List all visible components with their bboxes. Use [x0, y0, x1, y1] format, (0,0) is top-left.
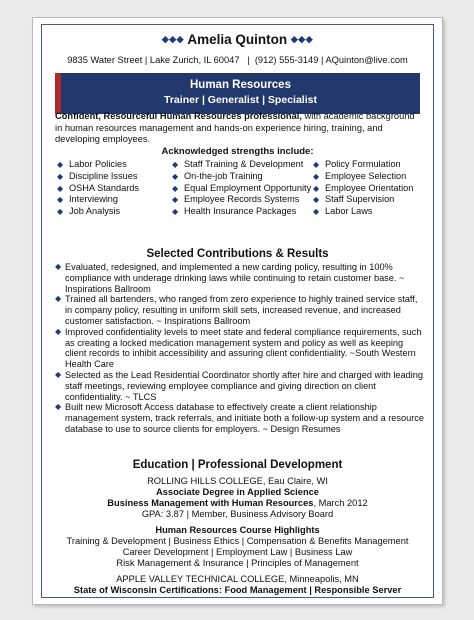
diamond-bullet-icon: ◆ — [55, 326, 62, 336]
major: Business Management with Human Resources — [107, 498, 314, 508]
strengths-column-3 — [313, 159, 413, 218]
list-item: ◆ Staff Training & Development — [172, 159, 304, 169]
contact-line: 9835 Water Street | Lake Zurich, IL 60047 | (912) 555-3149 | AQuinton@live.com — [67, 55, 408, 65]
diamond-bullet-icon: ◆ — [313, 207, 320, 217]
education-heading: Education | Professional Development — [132, 459, 343, 471]
banner-subtitle: Trainer | Generalist | Specialist — [164, 94, 317, 106]
diamond-bullet-icon: ◆ — [172, 171, 179, 181]
resume-page — [32, 17, 443, 605]
diamond-bullet-icon: ◆ — [55, 294, 62, 304]
contributions-heading: Selected Contributions & Results — [146, 248, 329, 260]
diamond-bullet-icon: ◆ — [172, 195, 179, 205]
diamond-bullet-icon: ◆ — [313, 171, 320, 181]
list-item: ◆ Policy Formulation — [313, 159, 401, 169]
title-banner — [55, 73, 420, 114]
diamond-bullet-icon: ◆ — [57, 207, 64, 217]
diamond-bullet-icon: ◆ — [313, 195, 320, 205]
diamond-bullet-icon: ◆ — [172, 183, 179, 193]
list-item: ◆ Discipline Issues — [57, 170, 138, 181]
list-item: ◆ On-the-job Training — [172, 170, 263, 181]
name-header — [33, 31, 442, 48]
diamond-bullet-icon: ◆ — [172, 160, 179, 169]
diamond-bullet-icon: ◆ — [57, 195, 64, 205]
list-item: ◆ OSHA Standards — [57, 182, 139, 193]
course-line: Career Development | Employment Law | Business Law — [122, 547, 353, 557]
summary-text: with academic background in human resources management and hands-on experience hiring, training, and developing employees. — [55, 111, 415, 144]
list-item: ◆ Interviewing — [57, 194, 119, 205]
diamond-left-icon: ◆◆◆ — [161, 34, 185, 44]
candidate-name: Amelia Quinton — [187, 32, 288, 47]
list-item: ◆ Employee Selection — [313, 170, 407, 181]
strengths-column-2 — [172, 159, 311, 218]
diamond-bullet-icon: ◆ — [313, 160, 320, 169]
diamond-bullet-icon: ◆ — [172, 207, 179, 217]
strengths-heading: Acknowledged strengths include: — [161, 146, 314, 157]
list-item: ◆ Job Analysis — [57, 206, 121, 217]
diamond-right-icon: ◆◆◆ — [290, 34, 314, 44]
contributions-list — [55, 262, 424, 435]
gpa-line: GPA: 3.87 | Member, Business Advisory Board — [141, 509, 334, 519]
degree: Associate Degree in Applied Science — [156, 487, 319, 497]
diamond-bullet-icon: ◆ — [57, 171, 64, 181]
certifications: State of Wisconsin Certifications: Food Management | Responsible Server — [73, 585, 402, 595]
list-item: ◆ Trained all bartenders, who ranged from zero experience to highly trained service staff, in company policy, resulting in uniform skill sets, increased revenue, and increased customer satisfaction. ~ Inspirations Ballroom — [55, 294, 418, 326]
summary-lead: Confident, Resourceful Human Resources professional, — [55, 111, 302, 121]
list-item: ◆ Labor Laws — [313, 206, 373, 217]
course-line: Training & Development | Business Ethics | Compensation & Benefits Management — [66, 536, 409, 546]
diamond-bullet-icon: ◆ — [55, 402, 62, 412]
strengths-column-1 — [57, 159, 139, 218]
diamond-bullet-icon: ◆ — [55, 369, 62, 379]
diamond-bullet-icon: ◆ — [57, 183, 64, 193]
diamond-bullet-icon: ◆ — [55, 262, 62, 271]
list-item: ◆ Evaluated, redesigned, and implemented a new carding policy, resulting in 100% compliance with underage drinking laws while continuing to retain customer base. ~ Inspirations Ballroom — [55, 262, 405, 294]
list-item: ◆ Improved confidentiality levels to meet state and federal compliance requirements, such as creating a locked medication management system and policy as well as keeping client records to inhibit accessibility and assuring client confidentiality. ~South Western Health Care — [55, 326, 422, 370]
diamond-bullet-icon: ◆ — [57, 160, 64, 169]
major-date: , March 2012 — [313, 498, 368, 508]
list-item: ◆ Labor Policies — [57, 159, 127, 169]
major-line — [33, 498, 442, 509]
list-item: ◆ Staff Supervision — [313, 194, 395, 205]
list-item: ◆ Health Insurance Packages — [172, 206, 297, 217]
banner-title: Human Resources — [190, 79, 291, 91]
course-line: Risk Management & Insurance | Principles of Management — [116, 558, 359, 568]
college-1: ROLLING HILLS COLLEGE, Eau Claire, WI — [147, 476, 328, 486]
education-section — [33, 476, 442, 596]
list-item: ◆ Selected as the Lead Residential Coordinator shortly after hire and charged with leading staff meetings, reviewing employee compliance and giving direction on client confidentiality. ~ TLCS — [55, 369, 424, 402]
summary — [55, 111, 422, 146]
course-heading: Human Resources Course Highlights — [155, 525, 320, 535]
college-2: APPLE VALLEY TECHNICAL COLLEGE, Minneapolis, MN — [116, 574, 359, 584]
list-item: ◆ Employee Records Systems — [172, 194, 300, 205]
diamond-bullet-icon: ◆ — [313, 183, 320, 193]
list-item: ◆ Employee Orientation — [313, 182, 414, 193]
list-item: ◆ Built new Microsoft Access database to effectively create a client relationship management system, track referrals, and initiate both a follow-up system and a resource database to use to source clients for employers. ~ Design Resumes — [55, 402, 424, 434]
list-item: ◆ Equal Employment Opportunity — [172, 182, 312, 193]
